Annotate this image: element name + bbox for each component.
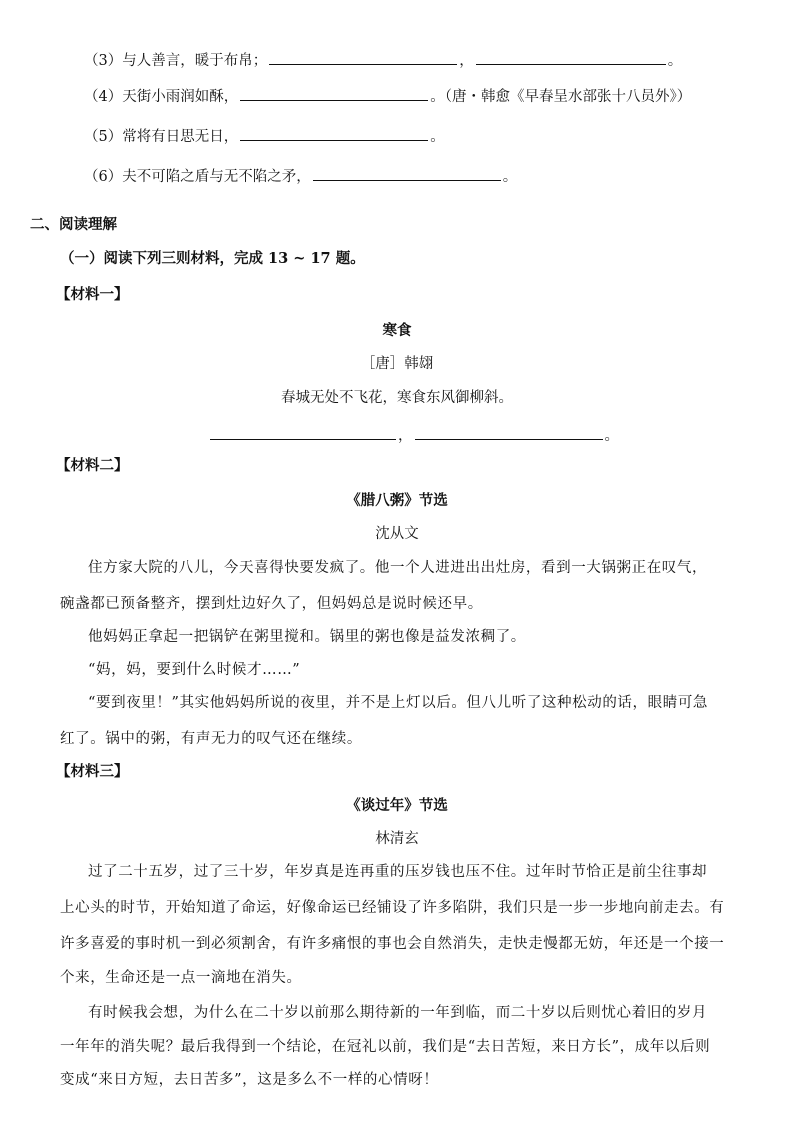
material2-para4-line2: 红了。锅中的粥，有声无力的叹气还在继续。 (60, 731, 362, 747)
item6-prefix: （6）夫不可陷之盾与无不陷之矛， (84, 169, 311, 185)
material3-para2-line2: 一年年的消失呢？最后我得到一个结论，在冠礼以前，我们是“去日苦短，来日方长”，成年以后则 (60, 1039, 711, 1055)
material2-para1-line1: 住方家大院的八儿，今天喜得快要发疯了。他一个人进进出出灶房，看到一大锅粥正在叹气， (88, 560, 708, 576)
material1-label: 【材料一】 (56, 286, 129, 303)
item4-prefix: （4）天街小雨润如酥， (84, 89, 239, 105)
item4-blank[interactable] (240, 86, 428, 101)
material2-para2: 他妈妈正拿起一把锅铲在粥里搅和。锅里的粥也像是益发浓稠了。 (88, 629, 526, 645)
material3-title: 《谈过年》节选 (346, 797, 448, 814)
section-heading: 二、阅读理解 (30, 216, 117, 233)
material3-para2-line1: 有时候我会想，为什么在二十岁以前那么期待新的一年到临，而二十岁以后则忧心着旧的岁月 (88, 1005, 708, 1021)
material1-blank-1[interactable] (210, 425, 396, 440)
fill-blank-item-6 (84, 166, 517, 187)
material1-blank-row (208, 425, 619, 446)
material2-author: 沈从文 (375, 526, 419, 542)
material2-label: 【材料二】 (56, 457, 129, 474)
item4-end: 。（唐・韩愈《早春呈水部张十八员外》） (430, 89, 692, 105)
material2-title: 《腊八粥》节选 (346, 492, 448, 509)
item5-prefix: （5）常将有日思无日， (84, 129, 239, 145)
item5-blank[interactable] (240, 126, 428, 141)
material3-para1-line2: 上心头的时节，开始知道了命运，好像命运已经铺设了许多陷阱，我们只是一步一步地向前走去。有 (60, 900, 725, 916)
item3-sep: ， (459, 53, 474, 69)
fill-blank-item-3 (84, 50, 682, 71)
item5-end: 。 (430, 129, 445, 145)
item3-prefix: （3）与人善言，暖于布帛； (84, 53, 268, 69)
material2-para3: “妈，妈，要到什么时候才……” (88, 662, 301, 678)
material1-title: 寒食 (382, 322, 412, 339)
material1-blank-end: 。 (604, 428, 619, 444)
material1-blank-sep: ， (398, 428, 413, 444)
section-intro: （一）阅读下列三则材料，完成 13 ~ 17 题。 (60, 250, 365, 267)
material1-poem-line: 春城无处不飞花，寒食东风御柳斜。 (281, 390, 513, 406)
fill-blank-item-5 (84, 126, 445, 147)
material3-label: 【材料三】 (56, 763, 129, 780)
material3-para1-line1: 过了二十五岁，过了三十岁，年岁真是连再重的压岁钱也压不住。过年时节恰正是前尘往事却 (88, 864, 708, 880)
material1-author: ［唐］韩翃 (360, 356, 434, 372)
material3-para2-line3: 变成“来日方短，去日苦多”，这是多么不一样的心情呀！ (60, 1072, 439, 1088)
material3-para1-line3: 许多喜爱的事时机一到必须割舍，有许多痛恨的事也会自然消失，走快走慢都无妨，年还是一个接一 (60, 936, 725, 952)
material3-para1-line4: 个来，生命还是一点一滴地在消失。 (60, 970, 302, 986)
item3-blank-2[interactable] (476, 50, 666, 65)
item6-end: 。 (502, 169, 518, 185)
material1-blank-2[interactable] (415, 425, 603, 440)
material2-para1-line2: 碗盏都已预备整齐，摆到灶边好久了，但妈妈总是说时候还早。 (60, 596, 483, 612)
item3-end: 。 (667, 53, 683, 69)
fill-blank-item-4 (84, 86, 691, 107)
item6-blank[interactable] (313, 166, 501, 181)
material2-para4-line1: “要到夜里！”其实他妈妈所说的夜里，并不是上灯以后。但八儿听了这种松动的话，眼睛可急 (88, 695, 709, 711)
material3-author: 林清玄 (375, 831, 419, 847)
item3-blank-1[interactable] (269, 50, 457, 65)
